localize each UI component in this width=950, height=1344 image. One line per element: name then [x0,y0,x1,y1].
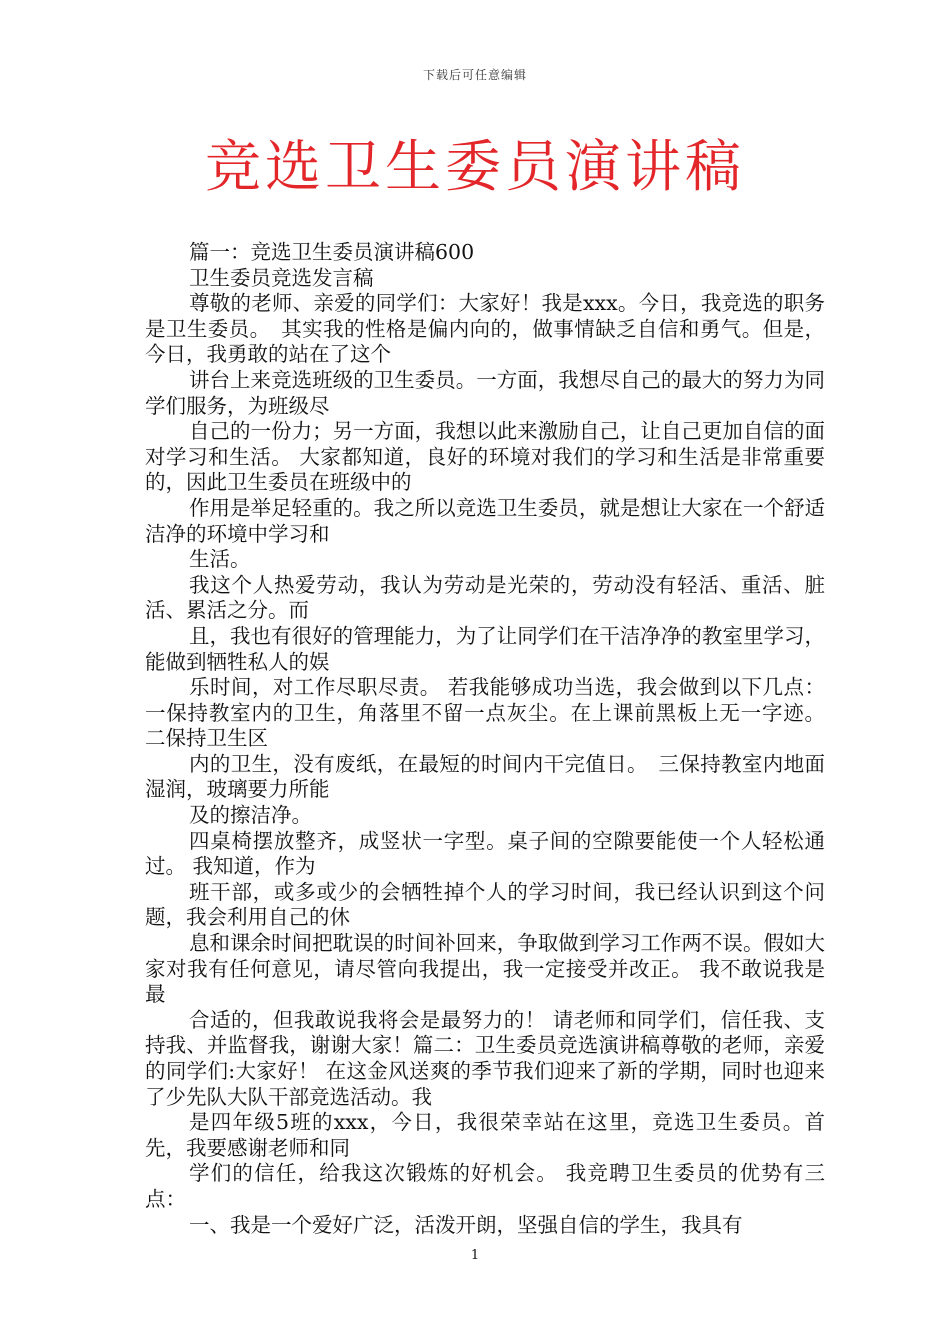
document-body [145,240,825,1238]
page-header-note: 下载后可任意编辑 [422,68,527,82]
paragraph: 内的卫生，没有废纸，在最短的时间内干完值日。 三保持教室内地面湿润，玻璃要力所能 [145,751,825,802]
paragraph: 自己的一份力；另一方面，我想以此来激励自己，让自己更加自信的面对学习和生活。 大家都知道，良好的环境对我们的学习和生活是非常重要的，因此卫生委员在班级中的 [145,419,825,495]
paragraph: 作用是举足轻重的。我之所以竞选卫生委员，就是想让大家在一个舒适洁净的环境中学习和 [145,495,825,546]
paragraph: 我这个人热爱劳动，我认为劳动是光荣的，劳动没有轻活、重活、脏活、累活之分。而 [145,572,825,623]
paragraph: 讲台上来竞选班级的卫生委员。一方面，我想尽自己的最大的努力为同学们服务，为班级尽 [145,367,825,418]
paragraph: 四桌椅摆放整齐，成竖状一字型。桌子间的空隙要能使一个人轻松通过。 我知道，作为 [145,828,825,879]
paragraph: 及的擦洁净。 [189,803,312,828]
paragraph: 乐时间，对工作尽职尽责。 若我能够成功当选，我会做到以下几点： 一保持教室内的卫生，角落里不留一点灰尘。在上课前黑板上无一字迹。 二保持卫生区 [145,675,825,751]
paragraph: 生活。 [189,547,251,572]
paragraph: 且，我也有很好的管理能力，为了让同学们在干洁净净的教室里学习，能做到牺牲私人的娱 [145,623,825,674]
paragraph: 尊敬的老师、亲爱的同学们：大家好！我是xxx。今日，我竞选的职务是卫生委员。 其实我的性格是偏内向的，做事情缺乏自信和勇气。但是，今日，我勇敢的站在了这个 [145,291,825,367]
page-number: 1 [470,1248,480,1263]
document-title: 竞选卫生委员演讲稿 [205,135,745,200]
paragraph: 班干部，或多或少的会牺牲掉个人的学习时间，我已经认识到这个问题，我会利用自己的休 [145,879,825,930]
paragraph: 是四年级5班的xxx，今日，我很荣幸站在这里，竞选卫生委员。首先，我要感谢老师和同 [145,1110,825,1160]
paragraph: 卫生委员竞选发言稿 [189,265,374,290]
paragraph: 一、我是一个爱好广泛，活泼开朗，坚强自信的学生，我具有 [189,1212,743,1237]
paragraph: 合适的，但我敢说我将会是最努力的！ 请老师和同学们，信任我、支持我、并监督我，谢谢大家！篇二：卫生委员竞选演讲稿尊敬的老师，亲爱的同学们:大家好！ 在这金风送爽的季节我们迎来了新的学期，同时也迎来了少先队大队干部竞选活动。我 [145,1007,825,1109]
paragraph: 息和课余时间把耽误的时间补回来，争取做到学习工作两不误。假如大家对我有任何意见，请尽管向我提出，我一定接受并改正。 我不敢说我是最 [145,931,825,1007]
paragraph: 篇一：竞选卫生委员演讲稿600 [189,240,475,264]
paragraph: 学们的信任，给我这次锻炼的好机会。 我竞聘卫生委员的优势有三点： [145,1161,825,1211]
